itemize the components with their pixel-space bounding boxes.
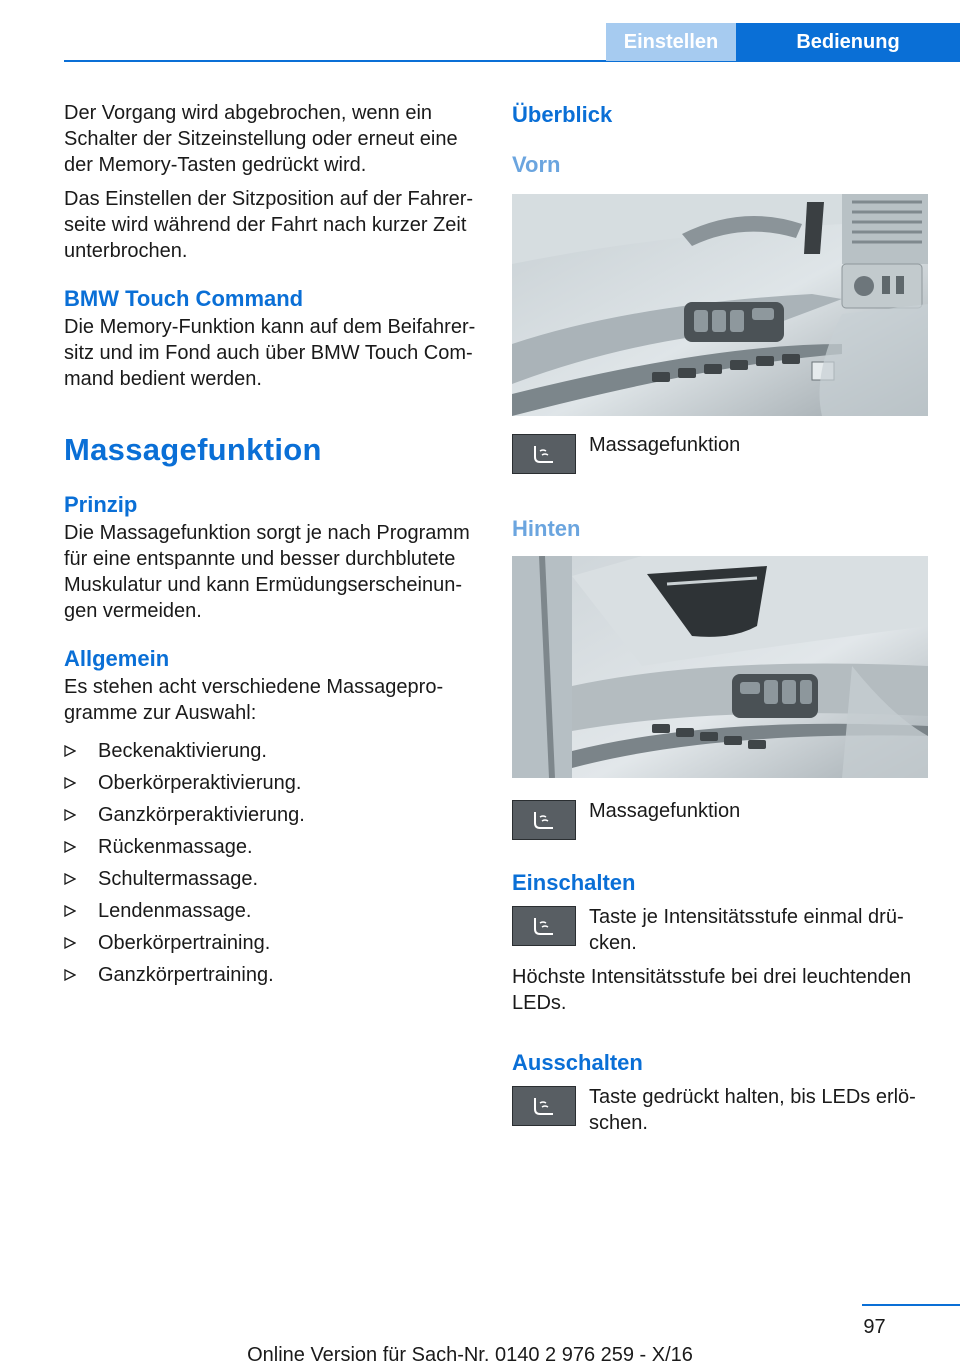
- list-item: [64, 898, 478, 924]
- list-item: [64, 962, 478, 988]
- paragraph-driver-seat: Das Einstellen der Sitzposition auf der Fahrerseite wird während der Fahrt nach kurzer Zeit unterbrochen.: [64, 188, 474, 262]
- massage-icon: [531, 1095, 557, 1117]
- paragraph-abort: Der Vorgang wird abgebrochen, wenn ein Schalter der Sitzeinstellung oder erneut eine der Memory-Tasten gedrückt wird.: [64, 102, 458, 176]
- paragraph-prinzip: Die Massagefunktion sorgt je nach Programm für eine entspannte und besser durchblutete Muskulatur und kann Ermüdungserscheinungen vermeiden.: [64, 522, 470, 622]
- front-door-photo: [512, 194, 928, 416]
- front-massage-row: [512, 432, 928, 474]
- list-item: [64, 738, 478, 764]
- list-item-label: Rückenmassage.: [98, 836, 253, 858]
- left-column: [64, 100, 478, 994]
- heading-einschalten: Einschalten: [512, 870, 636, 895]
- massage-icon: [531, 809, 557, 831]
- list-item-label: Ganzkörperaktivierung.: [98, 804, 305, 826]
- heading-prinzip: Prinzip: [64, 492, 138, 517]
- paragraph-allgemein: Es stehen acht verschiedene Massageprogramme zur Auswahl:: [64, 676, 444, 724]
- list-item-label: Lendenmassage.: [98, 900, 252, 922]
- massage-button[interactable]: [512, 434, 576, 474]
- heading-bmw-touch-command: BMW Touch Command: [64, 286, 304, 311]
- program-list: [64, 738, 478, 988]
- massage-button[interactable]: [512, 1086, 576, 1126]
- list-item: [64, 834, 478, 860]
- triangle-right-icon: [64, 745, 76, 757]
- list-item-label: Ganzkörpertraining.: [98, 964, 274, 986]
- triangle-right-icon: [64, 905, 76, 917]
- massage-icon: [531, 915, 557, 937]
- triangle-right-icon: [64, 841, 76, 853]
- list-item: [64, 802, 478, 828]
- heading-ausschalten: Ausschalten: [512, 1050, 643, 1075]
- heading-hinten: Hinten: [512, 516, 581, 541]
- heading-massagefunktion: Massagefunktion: [64, 432, 322, 467]
- switch-on-text: Taste je Intensitätsstufe einmal drücken.: [589, 906, 904, 954]
- page-number: 97: [863, 1316, 886, 1338]
- list-item: [64, 930, 478, 956]
- footer-rule: [862, 1304, 960, 1306]
- switch-off-row: [512, 1084, 928, 1136]
- paragraph-touch-command: Die Memory-Funktion kann auf dem Beifahrersitz und im Fond auch über BMW Touch Command bedient werden.: [64, 316, 476, 390]
- heading-vorn: Vorn: [512, 152, 561, 177]
- massage-icon: [531, 443, 557, 465]
- heading-allgemein: Allgemein: [64, 646, 170, 671]
- triangle-right-icon: [64, 937, 76, 949]
- list-item-label: Oberkörpertraining.: [98, 932, 271, 954]
- switch-off-text: Taste gedrückt halten, bis LEDs erlöschen.: [589, 1086, 916, 1134]
- rear-massage-row: [512, 798, 928, 840]
- triangle-right-icon: [64, 969, 76, 981]
- switch-on-row: [512, 904, 928, 956]
- list-item: [64, 866, 478, 892]
- footer-version: Online Version für Sach-Nr. 0140 2 976 259 - X/16: [247, 1344, 693, 1366]
- triangle-right-icon: [64, 809, 76, 821]
- rear-massage-caption: Massagefunktion: [589, 800, 741, 822]
- massage-button[interactable]: [512, 906, 576, 946]
- triangle-right-icon: [64, 873, 76, 885]
- list-item-label: Beckenaktivierung.: [98, 740, 267, 762]
- paragraph-intensity: Höchste Intensitätsstufe bei drei leuchtenden LEDs.: [512, 966, 912, 1014]
- list-item: [64, 770, 478, 796]
- tab-einstellen[interactable]: Einstellen: [606, 23, 736, 61]
- right-column: [512, 100, 928, 1136]
- list-item-label: Schultermassage.: [98, 868, 259, 890]
- triangle-right-icon: [64, 777, 76, 789]
- tab-bedienung[interactable]: Bedienung: [736, 23, 960, 61]
- rear-door-photo: [512, 556, 928, 778]
- front-massage-caption: Massagefunktion: [589, 434, 741, 456]
- list-item-label: Oberkörperaktivierung.: [98, 772, 302, 794]
- massage-button[interactable]: [512, 800, 576, 840]
- heading-ueberblick: Überblick: [512, 102, 613, 127]
